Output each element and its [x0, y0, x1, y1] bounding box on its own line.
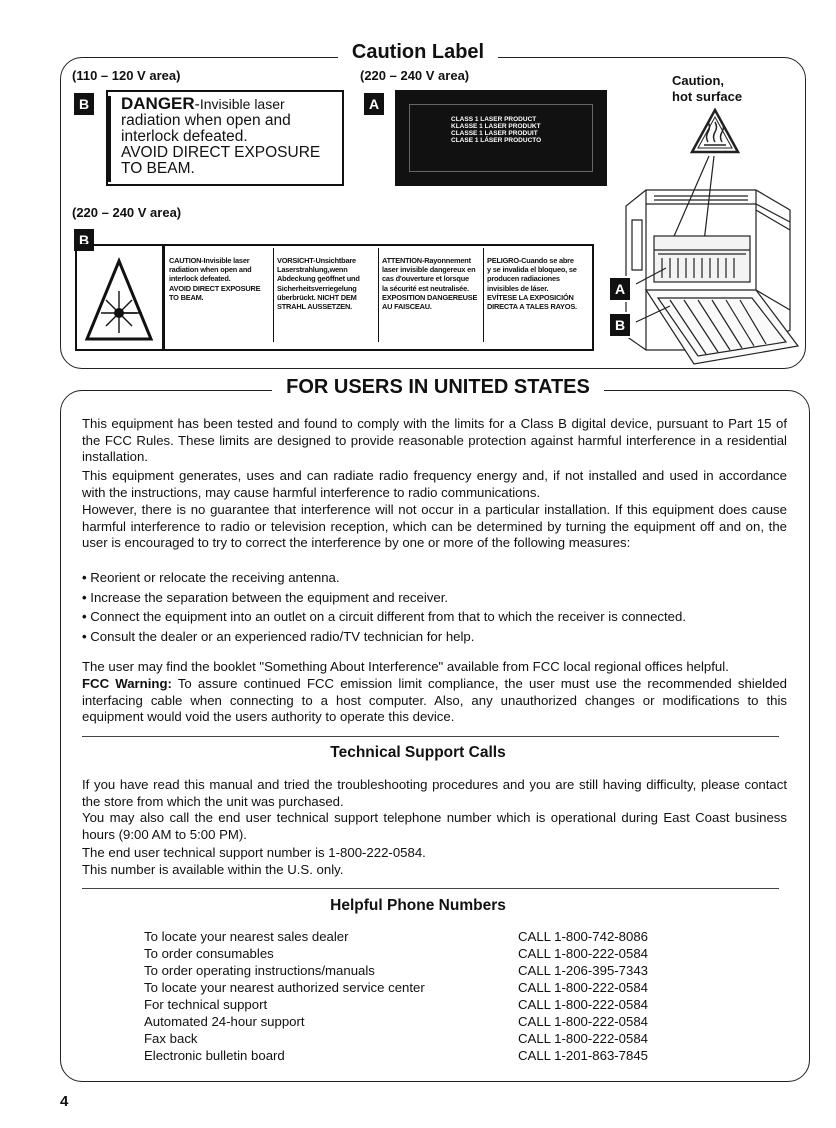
phone-number: CALL 1-206-395-7343	[518, 963, 649, 978]
fcc-paragraph-1: This equipment has been tested and found to comply with the limits for a Class B digital device, pursuant to Part 15 of the FCC Rules. These limits are designed to provide reasonable protection against harmful interference in a residential installation.	[82, 416, 787, 464]
support-paragraph-1: If you have read this manual and tried the troubleshooting procedures and you are still having difficulty, please contact the store from which the unit was purchased.	[82, 777, 787, 809]
hot-surface-caption	[672, 73, 742, 105]
phone-description: For technical support	[144, 997, 268, 1012]
phone-number: CALL 1-800-222-0584	[518, 997, 649, 1012]
divider	[82, 888, 779, 889]
printer-illustration	[606, 150, 800, 366]
table-row	[144, 997, 704, 1014]
table-row	[144, 1014, 704, 1031]
multilingual-warning-label	[75, 244, 594, 351]
warn-line: PELIGRO-Cuando se abre	[487, 256, 574, 265]
laser-product-line: CLASS 1 LASER PRODUCT	[451, 116, 537, 123]
warn-line: ATTENTION-Rayonnement	[382, 256, 471, 265]
hot-caption-line-2: hot surface	[672, 89, 743, 104]
danger-line: interlock defeated.	[121, 128, 248, 145]
divider	[82, 736, 779, 737]
danger-label	[106, 90, 344, 186]
warn-line: interlock defeated.	[169, 274, 231, 284]
warn-line: STRAHL AUSSETZEN.	[277, 302, 353, 312]
warn-line: AVOID DIRECT EXPOSURE	[169, 283, 261, 293]
danger-line: AVOID DIRECT EXPOSURE	[121, 144, 321, 161]
warn-line: VORSICHT-Unsichtbare	[277, 256, 356, 265]
warning-spanish	[483, 248, 577, 342]
laser-product-label	[395, 90, 607, 186]
danger-heading-rest: Invisible laser	[199, 96, 285, 112]
phone-description: To locate your nearest sales dealer	[144, 929, 349, 944]
list-item: • Connect the equipment into an outlet on a circuit different from that to which the receiver is connected.	[82, 607, 787, 627]
warn-line: EVÍTESE LA EXPOSICIÓN	[487, 292, 574, 302]
phones-heading: Helpful Phone Numbers	[330, 897, 506, 914]
warning-french	[378, 248, 477, 342]
warn-line: producen radiaciones	[487, 274, 560, 284]
warn-line: laser invisible dangereux en	[382, 265, 476, 275]
danger-dash: -	[194, 96, 200, 113]
warn-line: AU FAISCEAU.	[382, 302, 432, 312]
warn-line: DIRECTA A TALES RAYOS.	[487, 302, 577, 312]
fcc-paragraph-4: The user may find the booklet "Something About Interference" available from FCC local regional offices helpful.	[82, 659, 729, 674]
warn-line: EXPOSITION DANGEREUSE	[382, 292, 478, 302]
fcc-warning-text: To assure continued FCC emission limit compliance, the user must use the recommended shielded interfacing cable when connecting to a host computer. Also, any unauthorized changes or modifications to this equipment would void the users authority to operate this device.	[82, 676, 787, 724]
warning-english	[169, 256, 260, 302]
badge-a-printer: A	[608, 276, 632, 302]
warn-line: TO BEAM.	[169, 292, 204, 302]
badge-a-top: A	[364, 93, 384, 115]
danger-line: TO BEAM.	[121, 160, 195, 177]
danger-heading: DANGER	[121, 94, 195, 113]
warn-line: Sicherheitsverriegelung	[277, 283, 357, 293]
fcc-title: FOR USERS IN UNITED STATES	[272, 376, 604, 399]
fcc-paragraph-3: However, there is no guarantee that interference will not occur in a particular installation. If this equipment does cause harmful interference to radio or television reception, which can be determined by turning the equipment off and on, the user is encouraged to try to correct the interference by one or more of the following measures:	[82, 502, 787, 550]
table-row	[144, 963, 704, 980]
phone-number: CALL 1-800-222-0584	[518, 946, 649, 961]
warn-line: y se invalida el bloqueo, se	[487, 265, 577, 275]
warn-line: la sécurité est neutralisée.	[382, 283, 469, 293]
fcc-warning-label: FCC Warning:	[82, 676, 172, 691]
hot-surface-warning-icon	[690, 108, 740, 154]
phone-description: To order consumables	[144, 946, 274, 961]
badge-b-top: B	[74, 93, 94, 115]
list-item: • Consult the dealer or an experienced radio/TV technician for help.	[82, 627, 787, 647]
phone-description: To order operating instructions/manuals	[144, 963, 375, 978]
badge-b-bottom: B	[74, 229, 94, 251]
list-item: • Reorient or relocate the receiving antenna.	[82, 568, 787, 588]
danger-line: radiation when open and	[121, 112, 291, 129]
support-paragraph-4: This number is available within the U.S. only.	[82, 862, 344, 877]
warning-german	[273, 248, 360, 342]
support-paragraph-2: You may also call the end user technical support telephone number which is operational during East Coast business hours (9:00 AM to 5:00 PM).	[82, 810, 787, 842]
table-row	[144, 1031, 704, 1048]
laser-warning-icon	[84, 255, 154, 343]
area-label-110-120: (110 – 120 V area)	[72, 68, 181, 83]
table-row	[144, 980, 704, 997]
phone-number: CALL 1-201-863-7845	[518, 1048, 649, 1063]
area-label-220-240-top: (220 – 240 V area)	[360, 68, 470, 83]
laser-product-line: CLASE 1 LÁSER PRODUCTO	[451, 137, 542, 144]
phone-number: CALL 1-800-222-0584	[518, 1014, 649, 1029]
fcc-warning-paragraph	[82, 676, 787, 726]
caution-title-wrap	[0, 41, 836, 64]
laser-product-line: KLASSE 1 LASER PRODUKT	[451, 123, 541, 130]
warning-text-area	[162, 246, 592, 349]
hot-caption-line-1: Caution,	[672, 73, 724, 88]
table-row	[144, 946, 704, 963]
phone-number: CALL 1-800-222-0584	[518, 980, 649, 995]
phone-description: Fax back	[144, 1031, 198, 1046]
table-row	[144, 929, 704, 946]
phone-number: CALL 1-800-742-8086	[518, 929, 649, 944]
laser-product-inner-border	[409, 104, 593, 172]
area-label-220-240-bottom: (220 – 240 V area)	[72, 205, 182, 220]
list-item: • Increase the separation between the equipment and receiver.	[82, 588, 787, 608]
support-paragraph-3: The end user technical support number is 1-800-222-0584.	[82, 845, 426, 860]
table-row	[144, 1048, 704, 1065]
caution-title: Caution Label	[338, 41, 498, 64]
warn-line: invisibles de láser.	[487, 283, 549, 293]
warn-line: überbrückt. NICHT DEM	[277, 292, 357, 302]
fcc-paragraph-2: This equipment generates, uses and can radiate radio frequency energy and, if not installed and used in accordance with the instructions, may cause harmful interference to radio communications.	[82, 468, 787, 500]
phone-number: CALL 1-800-222-0584	[518, 1031, 649, 1046]
support-heading: Technical Support Calls	[330, 744, 506, 761]
fcc-measures-list	[82, 568, 787, 646]
warn-line: cas d'ouverture et lorsque	[382, 274, 469, 284]
badge-b-printer: B	[608, 312, 632, 338]
phone-description: Automated 24-hour support	[144, 1014, 305, 1029]
danger-heading-line	[121, 96, 342, 113]
laser-product-line: CLASSE 1 LASER PRODUIT	[451, 130, 538, 137]
warn-line: Abdeckung geöffnet und	[277, 274, 360, 284]
page-number: 4	[60, 1093, 69, 1110]
warn-line: radiation when open and	[169, 265, 252, 275]
phone-description: To locate your nearest authorized service center	[144, 980, 425, 995]
warn-line: CAUTION-Invisible laser	[169, 256, 250, 265]
phone-description: Electronic bulletin board	[144, 1048, 285, 1063]
fcc-title-wrap	[0, 376, 836, 399]
warn-line: Laserstrahlung,wenn	[277, 265, 348, 275]
